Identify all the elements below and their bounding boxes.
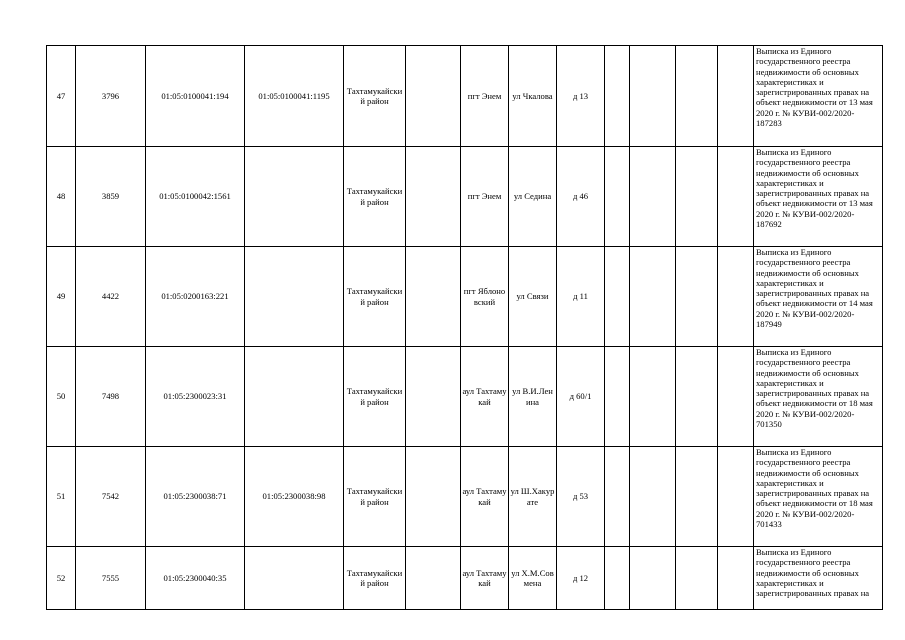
street: ул Х.М.Совмена <box>509 547 557 610</box>
street: ул Ш.Хакурате <box>509 447 557 547</box>
related-cadastral-number <box>245 247 344 347</box>
empty-cell <box>630 547 676 610</box>
cadastral-number: 01:05:2300023:31 <box>146 347 245 447</box>
house-number: д 12 <box>557 547 605 610</box>
cadastral-number: 01:05:0200163:221 <box>146 247 245 347</box>
document-reference: Выписка из Единого государственного реестра недвижимости об основных характеристиках и зарегистрированных правах на объект недвижимости от 14 мая 2020 г. № КУВИ-002/2020-187949 <box>754 247 883 347</box>
empty-cell <box>676 46 718 147</box>
district: Тахтамукайский район <box>344 247 406 347</box>
settlement: аул Тахтамукай <box>461 547 509 610</box>
empty-cell <box>605 447 630 547</box>
district: Тахтамукайский район <box>344 347 406 447</box>
table-row <box>47 46 883 147</box>
house-number: д 13 <box>557 46 605 147</box>
object-id: 7555 <box>76 547 146 610</box>
district: Тахтамукайский район <box>344 547 406 610</box>
related-cadastral-number <box>245 147 344 247</box>
table-row <box>47 247 883 347</box>
house-number: д 11 <box>557 247 605 347</box>
object-id: 3859 <box>76 147 146 247</box>
street: ул Связи <box>509 247 557 347</box>
empty-cell <box>718 247 754 347</box>
house-number: д 46 <box>557 147 605 247</box>
object-id: 7542 <box>76 447 146 547</box>
document-reference: Выписка из Единого государственного реестра недвижимости об основных характеристиках и зарегистрированных правах на объект недвижимости от 18 мая 2020 г. № КУВИ-002/2020-701350 <box>754 347 883 447</box>
empty-cell <box>605 347 630 447</box>
empty-cell <box>718 147 754 247</box>
district: Тахтамукайский район <box>344 147 406 247</box>
settlement: пгт Яблоновский <box>461 247 509 347</box>
house-number: д 60/1 <box>557 347 605 447</box>
settlement: аул Тахтамукай <box>461 347 509 447</box>
empty-cell <box>676 147 718 247</box>
empty-cell <box>718 547 754 610</box>
street: ул Седина <box>509 147 557 247</box>
document-reference: Выписка из Единого государственного реестра недвижимости об основных характеристиках и зарегистрированных правах на объект недвижимости от 13 мая 2020 г. № КУВИ-002/2020-187692 <box>754 147 883 247</box>
row-number: 48 <box>47 147 76 247</box>
row-number: 51 <box>47 447 76 547</box>
row-number: 52 <box>47 547 76 610</box>
related-cadastral-number: 01:05:0100041:1195 <box>245 46 344 147</box>
empty-cell <box>406 247 461 347</box>
table-row <box>47 147 883 247</box>
empty-cell <box>406 347 461 447</box>
table-row <box>47 447 883 547</box>
table-row <box>47 547 883 610</box>
empty-cell <box>630 247 676 347</box>
empty-cell <box>676 347 718 447</box>
empty-cell <box>718 46 754 147</box>
registry-table <box>46 45 883 610</box>
object-id: 3796 <box>76 46 146 147</box>
empty-cell <box>676 547 718 610</box>
empty-cell <box>718 447 754 547</box>
empty-cell <box>630 147 676 247</box>
empty-cell <box>630 347 676 447</box>
district: Тахтамукайский район <box>344 447 406 547</box>
cadastral-number: 01:05:0100041:194 <box>146 46 245 147</box>
cadastral-number: 01:05:2300040:35 <box>146 547 245 610</box>
empty-cell <box>676 247 718 347</box>
empty-cell <box>605 147 630 247</box>
district: Тахтамукайский район <box>344 46 406 147</box>
house-number: д 53 <box>557 447 605 547</box>
object-id: 7498 <box>76 347 146 447</box>
row-number: 47 <box>47 46 76 147</box>
settlement: пгт Энем <box>461 46 509 147</box>
empty-cell <box>406 447 461 547</box>
empty-cell <box>406 147 461 247</box>
document-reference: Выписка из Единого государственного реестра недвижимости об основных характеристиках и зарегистрированных правах на объект недвижимости от 13 мая 2020 г. № КУВИ-002/2020-187283 <box>754 46 883 147</box>
cadastral-number: 01:05:0100042:1561 <box>146 147 245 247</box>
table-row <box>47 347 883 447</box>
empty-cell <box>718 347 754 447</box>
related-cadastral-number <box>245 547 344 610</box>
street: ул В.И.Ленина <box>509 347 557 447</box>
document-reference: Выписка из Единого государственного реестра недвижимости об основных характеристиках и зарегистрированных правах на объект недвижимости от 18 мая 2020 г. № КУВИ-002/2020-701433 <box>754 447 883 547</box>
cadastral-number: 01:05:2300038:71 <box>146 447 245 547</box>
empty-cell <box>605 547 630 610</box>
settlement: пгт Энем <box>461 147 509 247</box>
related-cadastral-number <box>245 347 344 447</box>
document-reference: Выписка из Единого государственного реестра недвижимости об основных характеристиках и зарегистрированных правах на <box>754 547 883 610</box>
row-number: 50 <box>47 347 76 447</box>
empty-cell <box>676 447 718 547</box>
settlement: аул Тахтамукай <box>461 447 509 547</box>
object-id: 4422 <box>76 247 146 347</box>
empty-cell <box>605 46 630 147</box>
empty-cell <box>605 247 630 347</box>
empty-cell <box>406 547 461 610</box>
empty-cell <box>630 46 676 147</box>
empty-cell <box>630 447 676 547</box>
related-cadastral-number: 01:05:2300038:98 <box>245 447 344 547</box>
row-number: 49 <box>47 247 76 347</box>
street: ул Чкалова <box>509 46 557 147</box>
empty-cell <box>406 46 461 147</box>
